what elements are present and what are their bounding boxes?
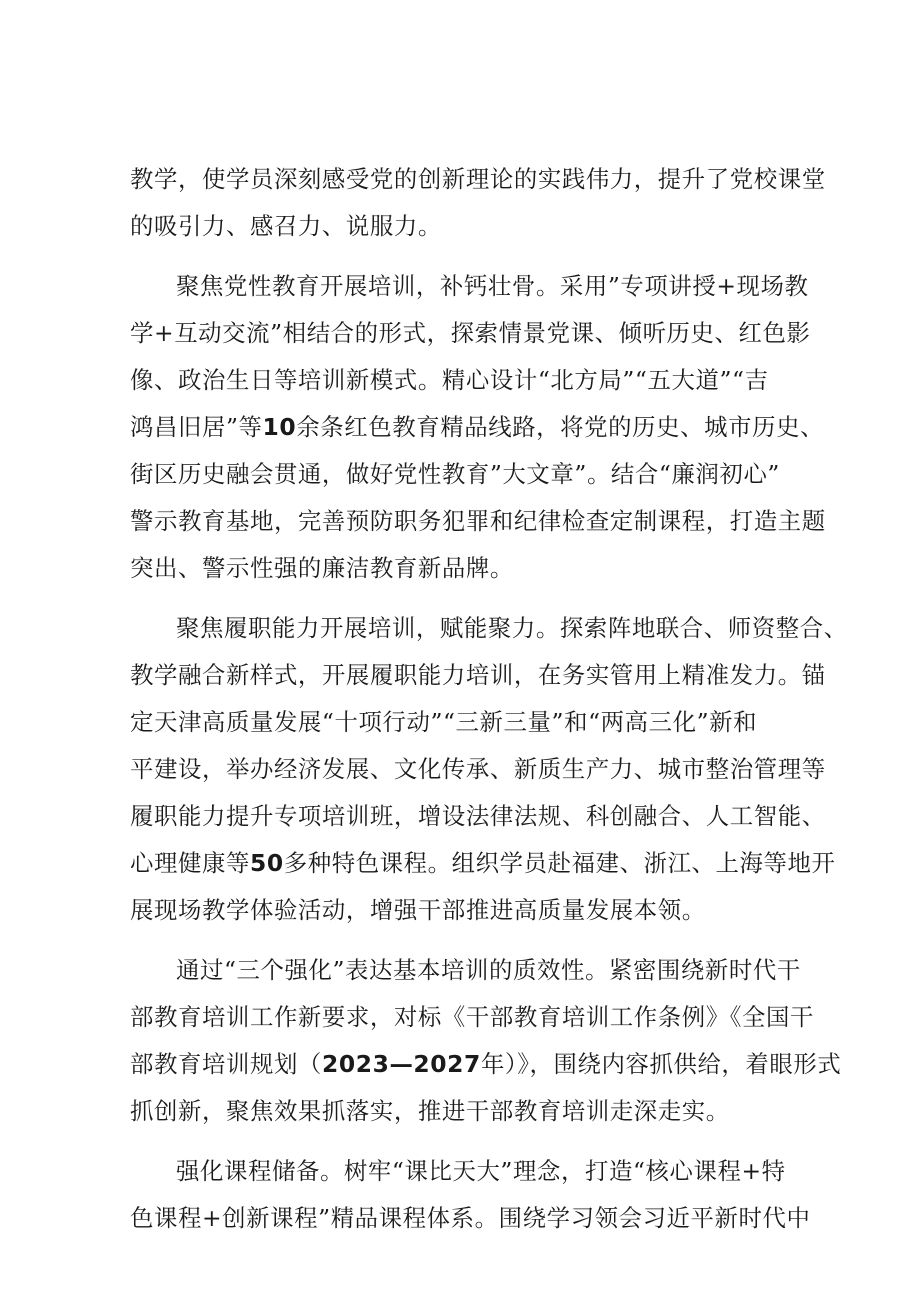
text-line: 警示教育基地，完善预防职务犯罪和纪律检查定制课程，打造主题 (130, 507, 826, 535)
text-line: 定天津高质量发展“十项行动”“三新三量”和“两高三化”新和 (130, 708, 758, 736)
text-line: 学+互动交流”相结合的形式，探索情景党课、倾听历史、红色影 (130, 319, 811, 347)
text-line: 鸿昌旧居”等10余条红色教育精品线路，将党的历史、城市历史、 (130, 413, 825, 441)
text-line: 通过“三个强化”表达基本培训的质效性。紧密围绕新时代干 (176, 956, 801, 984)
text-line: 展现场教学体验活动，增强干部推进高质量发展本领。 (130, 896, 706, 924)
text-line: 的吸引力、感召力、说服力。 (130, 212, 442, 240)
paragraph (130, 605, 848, 934)
paragraph (130, 947, 842, 1135)
body-text (130, 156, 848, 1242)
paragraph (130, 263, 826, 592)
text-line: 像、政治生日等培训新模式。精心设计“北方局”“五大道”“吉 (130, 366, 769, 394)
text-line: 抓创新，聚焦效果抓落实，推进干部教育培训走深走实。 (130, 1097, 730, 1125)
text-line: 履职能力提升专项培训班，增设法律法规、科创融合、人工智能、 (130, 802, 826, 830)
text-line: 部教育培训工作新要求，对标《干部教育培训工作条例》《全国干 (130, 1003, 815, 1031)
text-line: 聚焦党性教育开展培训，补钙壮骨。采用”专项讲授+现场教 (176, 272, 809, 300)
text-line: 聚焦履职能力开展培训，赋能聚力。探索阵地联合、师资整合、 (176, 614, 848, 642)
text-line: 强化课程储备。树牢“课比天大”理念，打造“核心课程+特 (176, 1157, 786, 1185)
text-line: 平建设，举办经济发展、文化传承、新质生产力、城市整治管理等 (130, 755, 826, 783)
text-line: 部教育培训规划（2023—2027年）》，围绕内容抓供给，着眼形式 (130, 1050, 842, 1078)
text-line: 心理健康等50多种特色课程。组织学员赴福建、浙江、上海等地开 (130, 849, 836, 877)
text-line: 街区历史融会贯通，做好党性教育”大文章”。结合“廉润初心” (130, 460, 780, 488)
paragraph (130, 1148, 811, 1242)
text-line: 突出、警示性强的廉洁教育新品牌。 (130, 554, 514, 582)
text-line: 教学融合新样式，开展履职能力培训，在务实管用上精准发力。锚 (130, 661, 826, 689)
text-line: 教学，使学员深刻感受党的创新理论的实践伟力，提升了党校课堂 (130, 165, 826, 193)
paragraph (130, 156, 826, 250)
text-line: 色课程+创新课程”精品课程体系。围绕学习领会习近平新时代中 (130, 1204, 811, 1232)
